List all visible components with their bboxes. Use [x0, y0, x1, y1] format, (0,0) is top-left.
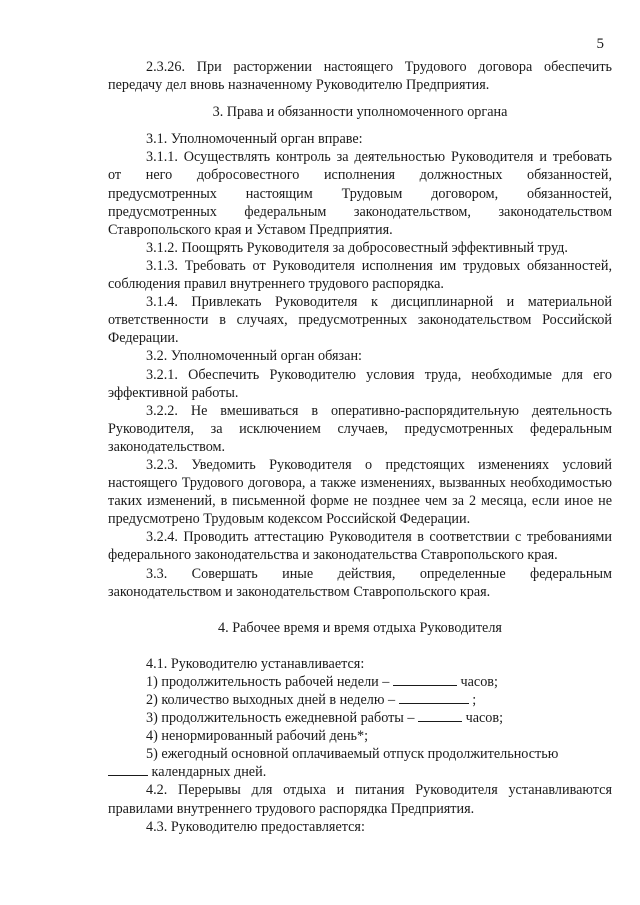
list-item-3 [108, 709, 612, 727]
section-heading-4: 4. Рабочее время и время отдыха Руководителя [218, 619, 502, 636]
list-item-1-text: 1) продолжительность рабочей недели – [146, 673, 390, 690]
paragraph-4-3: 4.3. Руководителю предоставляется: [146, 818, 365, 835]
list-item-4: 4) ненормированный рабочий день*; [146, 728, 369, 745]
paragraph-3-3: 3.3. Совершать иные действия, определенные федеральным законодательством и законодательством Ставропольского края. [108, 565, 612, 600]
list-item-2-text: 2) количество выходных дней в неделю – [146, 692, 396, 708]
blank-field [393, 673, 457, 686]
paragraph-2-3-26: 2.3.26. При расторжении настоящего Трудового договора обеспечить передачу дел вновь назначенному Руководителю Предприятия. [108, 59, 612, 94]
list-item-5 [108, 745, 612, 763]
paragraph-3-1-1: 3.1.1. Осуществлять контроль за деятельностью Руководителя и требовать от него добросовестного исполнения должностных обязанностей, предусмотренных настоящим Трудовым договором, обязанностей, предусмотренных федеральным законодательством, законодательством Ставропольского края и Уставом Предприятия. [108, 149, 612, 238]
document-body [108, 58, 612, 836]
blank-field [399, 691, 469, 704]
paragraph-3-1: 3.1. Уполномоченный орган вправе: [146, 131, 363, 148]
paragraph-3-1-4: 3.1.4. Привлекать Руководителя к дисциплинарной и материальной ответственности в случаях, предусмотренных законодательством Российской Федерации. [108, 294, 612, 347]
paragraph-3-2-2: 3.2.2. Не вмешиваться в оперативно-распорядительную деятельность Руководителя, за исключением случаев, предусмотренных федеральным законодательством. [108, 402, 612, 455]
list-item-5-text: 5) ежегодный основной оплачиваемый отпуск продолжительностью [146, 746, 559, 763]
paragraph-4-1: 4.1. Руководителю устанавливается: [146, 655, 365, 672]
list-item-1-suffix: часов; [460, 673, 498, 690]
paragraph-3-2: 3.2. Уполномоченный орган обязан: [146, 348, 362, 365]
page-number: 5 [596, 36, 604, 52]
blank-field [108, 763, 148, 776]
paragraph-3-1-2: 3.1.2. Поощрять Руководителя за добросовестный эффективный труд. [146, 239, 568, 256]
list-item-3-suffix: часов; [465, 710, 504, 727]
paragraph-3-2-4: 3.2.4. Проводить аттестацию Руководителя в соответствии с требованиями федерального законодательства и законодательства Ставропольского края. [108, 529, 612, 564]
paragraph-3-1-3: 3.1.3. Требовать от Руководителя исполнения им трудовых обязанностей, соблюдения правил внутреннего трудового распорядка. [108, 257, 612, 293]
list-item-5-suffix: календарных дней. [151, 764, 267, 781]
paragraph-3-2-1: 3.2.1. Обеспечить Руководителю условия труда, необходимые для его эффективной работы. [108, 366, 612, 401]
list-item-1 [108, 673, 612, 691]
list-item-2 [108, 691, 612, 709]
paragraph-3-2-3: 3.2.3. Уведомить Руководителя о предстоящих изменениях условий настоящего Трудового договора, а также изменениях, вызванных необходимостью таких изменений, в письменной форме не позднее чем за 2 месяца, если иное не предусмотрено Трудовым кодексом Российской Федерации. [108, 456, 612, 528]
section-heading-3: 3. Права и обязанности уполномоченного органа [212, 104, 508, 121]
list-item-3-text: 3) продолжительность ежедневной работы – [146, 710, 415, 727]
paragraph-4-2: 4.2. Перерывы для отдыха и питания Руководителя устанавливаются правилами внутреннего трудового распорядка Предприятия. [108, 782, 612, 817]
list-item-5-continuation [108, 763, 612, 781]
list-item-2-suffix: ; [472, 692, 477, 708]
blank-field [418, 709, 462, 722]
